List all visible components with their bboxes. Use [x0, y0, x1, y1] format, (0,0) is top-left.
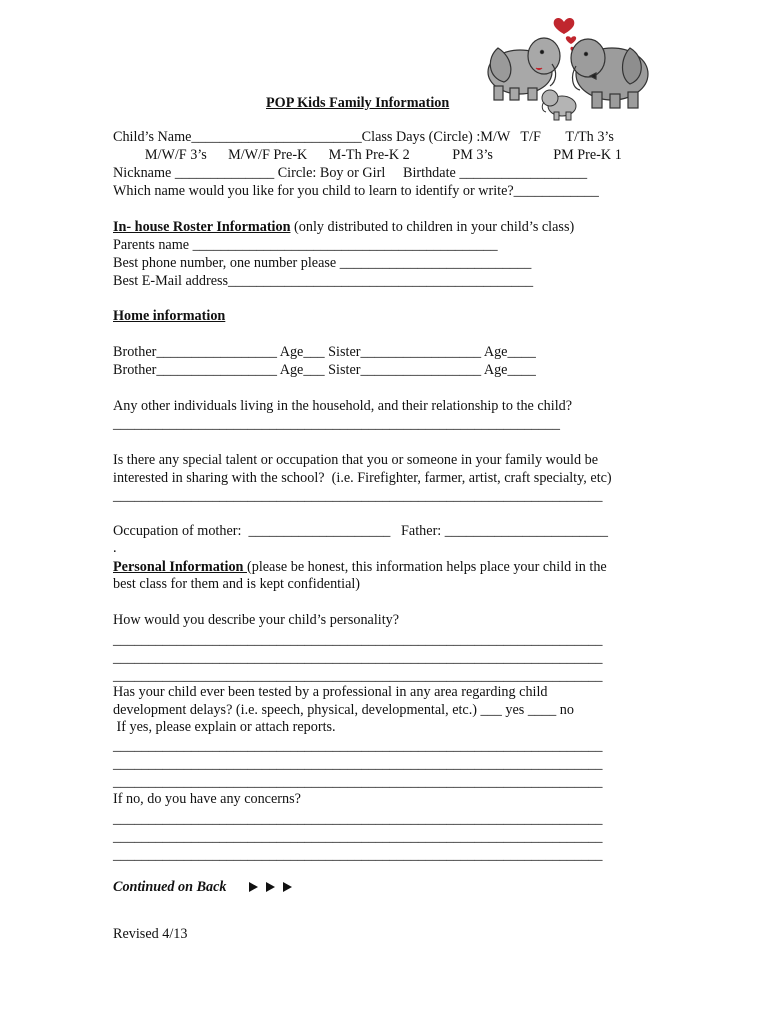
personal-note: (please be honest, this information helps place your child in the — [247, 559, 607, 575]
continued-line — [113, 879, 300, 896]
blank-line: _____________________________________________________________________ — [113, 847, 603, 863]
roster-line — [113, 219, 574, 236]
home-heading-text: Home information — [113, 308, 226, 324]
blank-line: _____________________________________________________________________ — [113, 829, 603, 845]
elephant-right-icon — [571, 39, 648, 108]
roster-heading: In- house Roster Information — [113, 219, 291, 235]
tested-question-1: Has your child ever been tested by a professional in any area regarding child — [113, 684, 548, 700]
blank-line: _____________________________________________________________________ — [113, 774, 603, 790]
arrow-right-icon — [266, 882, 275, 892]
best-phone-line: Best phone number, one number please ___________________________ — [113, 255, 532, 271]
elephant-family-clipart — [480, 8, 660, 130]
sibling-line-2: Brother_________________ Age___ Sister_________________ Age____ — [113, 362, 536, 378]
page-title: POP Kids Family Information — [266, 95, 450, 111]
roster-note: (only distributed to children in your child’s class) — [290, 219, 575, 235]
personality-question: How would you describe your child’s personality? — [113, 612, 400, 628]
dot-mark: . — [113, 540, 117, 556]
blank-line: _____________________________________________________________________ — [113, 811, 603, 827]
which-name-line: Which name would you like for you child to learn to identify or write?____________ — [113, 183, 599, 199]
heart-icon — [554, 18, 575, 34]
occupation-line: Occupation of mother: ____________________ Father: _______________________ — [113, 523, 608, 539]
childs-name-line: Child’s Name________________________Class Days (Circle) :M/W T/F T/Th 3’s — [113, 129, 614, 145]
tested-question-3: If yes, please explain or attach reports. — [113, 719, 336, 735]
parents-name-line: Parents name ___________________________________________ — [113, 237, 498, 253]
talent-question-1: Is there any special talent or occupation that you or someone in your family would be — [113, 452, 598, 468]
blank-line: _____________________________________________________________________ — [113, 668, 603, 684]
personal-heading: Personal Information — [113, 559, 247, 575]
concerns-question: If no, do you have any concerns? — [113, 791, 301, 807]
talent-question-2: interested in sharing with the school? (i.e. Firefighter, farmer, artist, craft specialty, etc) — [113, 470, 612, 486]
tested-question-2: development delays? (i.e. speech, physical, developmental, etc.) ___ yes ____ no — [113, 702, 574, 718]
blank-line: _____________________________________________________________________ — [113, 650, 603, 666]
class-options-line: M/W/F 3’s M/W/F Pre-K M-Th Pre-K 2 PM 3’s PM Pre-K 1 — [113, 147, 622, 163]
sibling-line-1: Brother_________________ Age___ Sister_________________ Age____ — [113, 344, 536, 360]
nickname-line: Nickname ______________ Circle: Boy or Girl Birthdate __________________ — [113, 165, 588, 181]
blank-line: _____________________________________________________________________ — [113, 738, 603, 754]
blank-line: _____________________________________________________________________ — [113, 632, 603, 648]
blank-line: _______________________________________________________________ — [113, 416, 560, 432]
blank-line: _____________________________________________________________________ — [113, 488, 603, 504]
elephant-baby-icon — [542, 90, 576, 120]
home-heading — [113, 308, 225, 325]
arrow-right-icon — [249, 882, 258, 892]
revised-date: Revised 4/13 — [113, 926, 188, 942]
best-email-line: Best E-Mail address___________________________________________ — [113, 273, 534, 289]
other-individuals-question: Any other individuals living in the household, and their relationship to the child? — [113, 398, 573, 414]
blank-line: _____________________________________________________________________ — [113, 756, 603, 772]
arrow-right-icon — [283, 882, 292, 892]
personal-note-2: best class for them and is kept confidential) — [113, 576, 361, 592]
continued-on-back: Continued on Back — [113, 879, 227, 895]
personal-line — [113, 559, 607, 576]
